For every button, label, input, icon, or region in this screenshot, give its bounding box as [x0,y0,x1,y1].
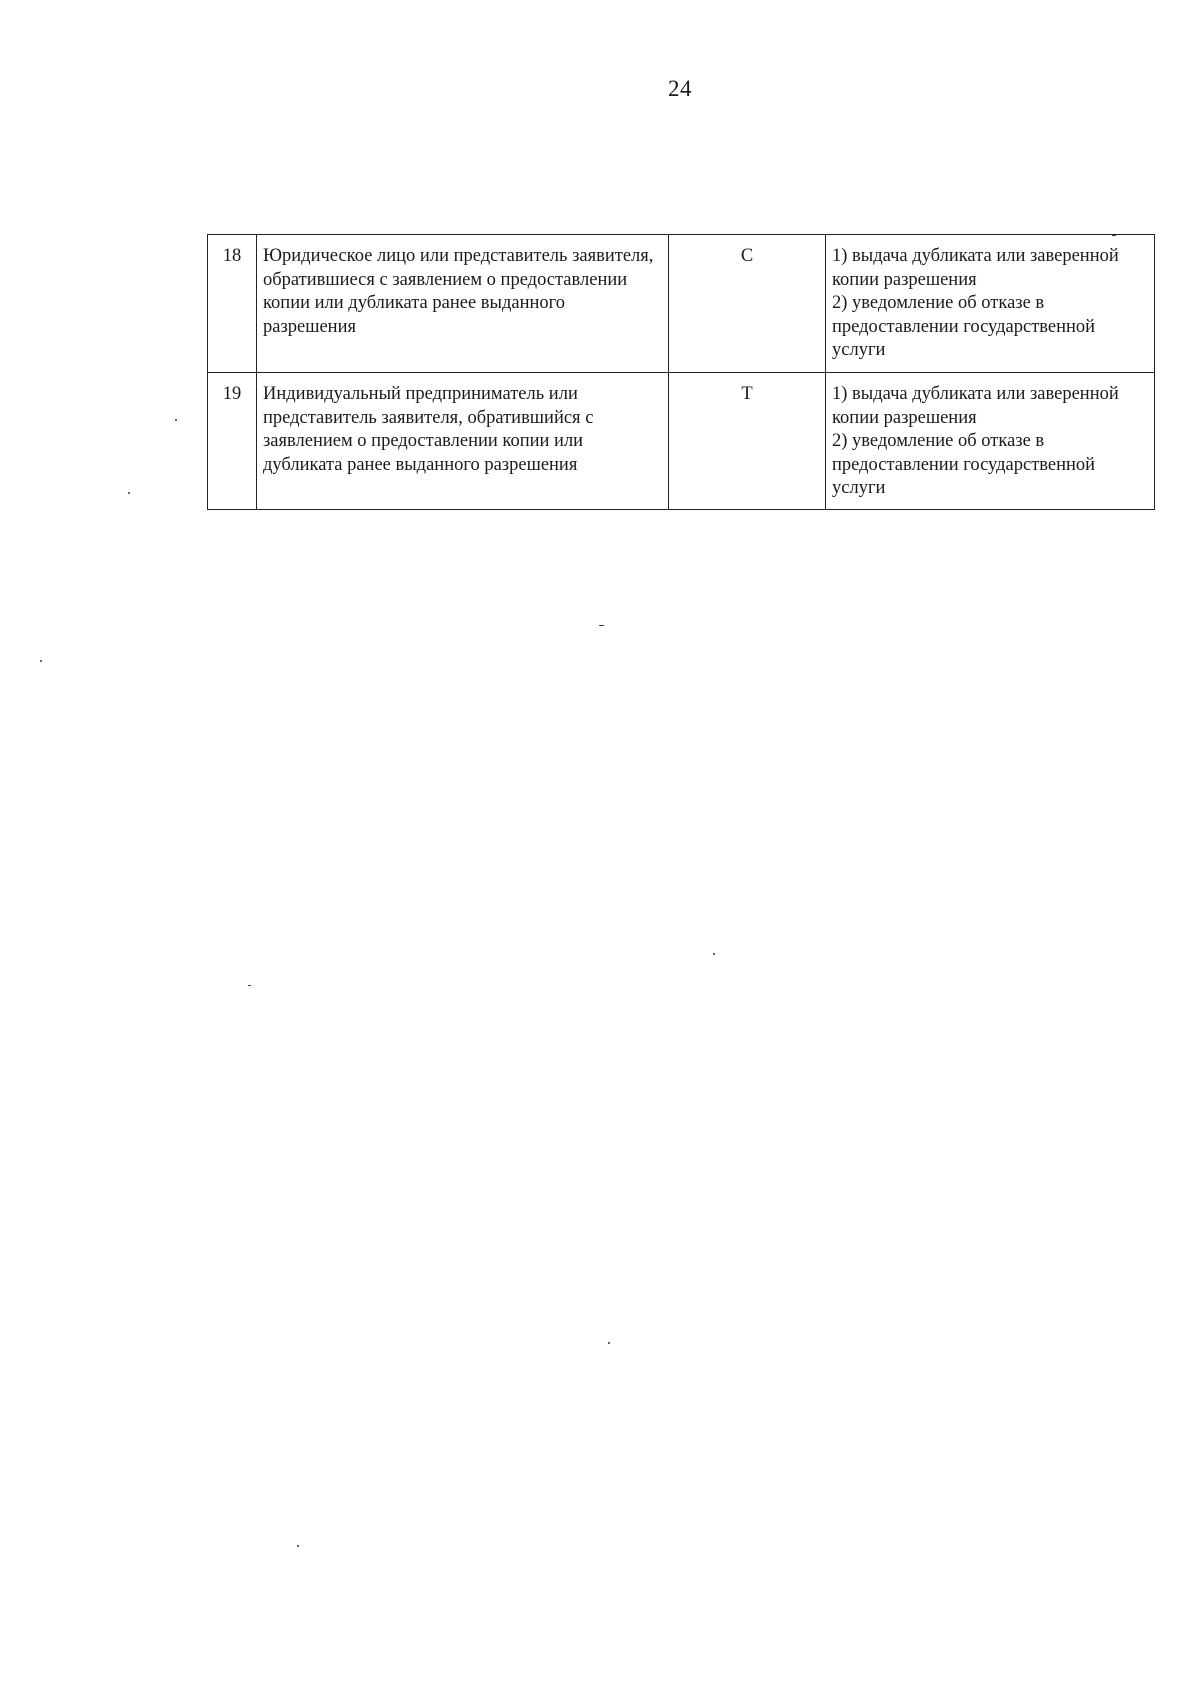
page-number: 24 [668,76,692,101]
scan-speck [128,492,130,494]
applicant-description: Юридическое лицо или представитель заявителя, обратившиеся с заявлением о предоставлении копии или дубликата ранее выданного разрешения [257,235,669,373]
table-row [208,235,1155,373]
variant-code: Т [669,373,826,510]
scan-speck [599,625,604,626]
scan-speck [175,419,177,421]
scan-speck [608,1342,610,1344]
scan-speck [248,985,251,986]
scan-speck [713,953,715,955]
services-table [207,234,1155,510]
result-item: 2) уведомление об отказе в предоставлении государственной услуги [832,293,1096,360]
table-row [208,373,1155,510]
row-number: 19 [208,373,257,510]
result-item: 1) выдача дубликата или заверенной копии разрешения [832,384,1119,428]
row-number: 18 [208,235,257,373]
variant-code: С [669,235,826,373]
result-item: 1) выдача дубликата или заверенной копии разрешения [832,246,1119,290]
result-item: 2) уведомление об отказе в предоставлении государственной услуги [832,431,1096,498]
scan-speck [297,1545,299,1547]
result-cell [826,235,1155,373]
result-cell [826,373,1155,510]
applicant-description: Индивидуальный предприниматель или представитель заявителя, обратившийся с заявлением о предоставлении копии или дубликата ранее выданного разрешения [257,373,669,510]
services-table-container [207,234,1154,510]
scan-speck [1112,235,1116,236]
scan-speck [40,660,42,662]
